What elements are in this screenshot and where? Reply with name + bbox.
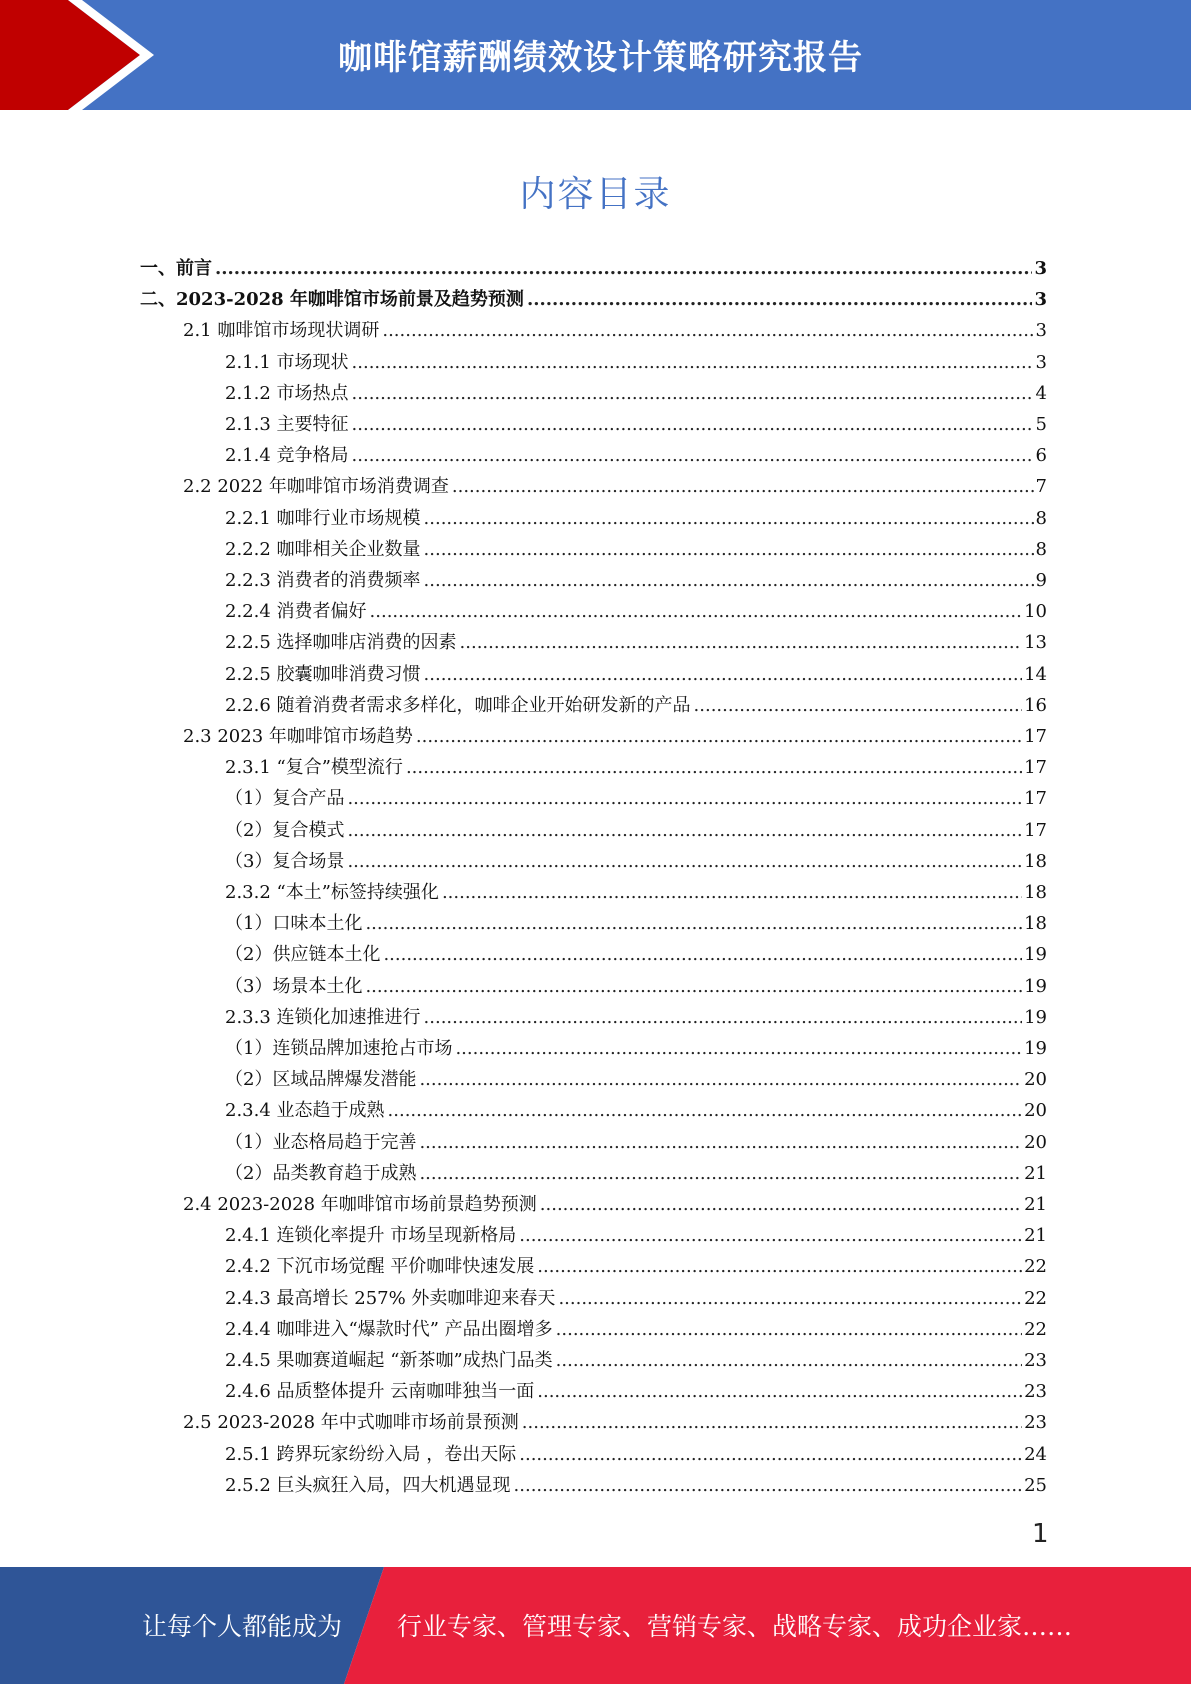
toc-entry-page: 17 (1024, 788, 1047, 810)
toc-leader-dots (424, 659, 1023, 690)
toc-entry-page: 20 (1024, 1100, 1047, 1122)
toc-entry-page: 20 (1024, 1131, 1047, 1153)
toc-entry-page: 23 (1024, 1412, 1047, 1434)
toc-entry-label: 二、2023-2028 年咖啡馆市场前景及趋势预测 (140, 289, 524, 311)
toc-entry-label: 2.5.2 巨头疯狂入局，四大机遇显现 (225, 1474, 511, 1496)
toc-entry-page: 19 (1024, 1006, 1047, 1028)
toc-entry-page: 3 (1034, 258, 1047, 279)
toc-leader-dots (352, 378, 1034, 409)
toc-entry[interactable] (225, 627, 1047, 658)
toc-leader-dots (347, 783, 1022, 814)
toc-entry[interactable] (225, 659, 1047, 690)
report-title: 咖啡馆薪酬绩效设计策略研究报告 (338, 38, 863, 78)
toc-entry-label: 2.3.1 “复合”模型流行 (225, 757, 403, 779)
toc-entry-label: 2.2.5 选择咖啡店消费的因素 (225, 632, 457, 654)
toc-entry-label: （1）业态格局趋于完善 (225, 1131, 417, 1153)
toc-entry[interactable] (183, 1407, 1047, 1438)
toc-entry-page: 10 (1024, 601, 1047, 623)
toc-entry[interactable] (140, 284, 1047, 315)
toc-entry-page: 3 (1035, 351, 1047, 373)
toc-entry-page: 6 (1035, 445, 1047, 467)
toc-entry[interactable] (225, 877, 1047, 908)
toc-entry[interactable] (225, 1314, 1047, 1345)
toc-leader-dots (424, 565, 1034, 596)
toc-entry-label: 2.2.1 咖啡行业市场规模 (225, 507, 421, 529)
toc-entry-label: 2.2.2 咖啡相关企业数量 (225, 538, 421, 560)
toc-entry-label: 2.2.3 消费者的消费频率 (225, 570, 421, 591)
toc-entry[interactable] (225, 815, 1047, 846)
toc-entry[interactable] (225, 347, 1047, 378)
toc-entry-page: 13 (1024, 632, 1047, 654)
toc-leader-dots (556, 1314, 1022, 1345)
toc-entry-label: （2）区域品牌爆发潜能 (225, 1069, 417, 1091)
toc-entry[interactable] (225, 378, 1047, 409)
toc-entry-label: 2.3.4 业态趋于成熟 (225, 1100, 385, 1122)
toc-entry-page: 21 (1024, 1162, 1047, 1184)
toc-entry-label: 2.3.3 连锁化加速推进行 (225, 1006, 421, 1028)
toc-entry-label: 2.4.1 连锁化率提升 市场呈现新格局 (225, 1225, 517, 1247)
toc-entry[interactable] (225, 690, 1047, 721)
toc-entry[interactable] (183, 471, 1047, 502)
toc-entry[interactable] (225, 1439, 1047, 1470)
toc-entry[interactable] (225, 1095, 1047, 1126)
toc-entry-page: 21 (1024, 1225, 1047, 1247)
toc-entry[interactable] (183, 315, 1047, 346)
toc-entry-page: 16 (1024, 694, 1047, 716)
toc-entry-label: 2.2 2022 年咖啡馆市场消费调查 (183, 476, 449, 498)
toc-entry-label: 2.2.6 随着消费者需求多样化，咖啡企业开始研发新的产品 (225, 694, 691, 716)
toc-entry-label: （1）复合产品 (225, 788, 345, 810)
toc-entry[interactable] (225, 971, 1047, 1002)
toc-entry[interactable] (225, 1470, 1047, 1501)
toc-entry[interactable] (225, 1127, 1047, 1158)
toc-leader-dots (215, 253, 1032, 284)
toc-entry-label: 2.1.3 主要特征 (225, 414, 349, 435)
toc-entry-page: 3 (1035, 320, 1047, 342)
toc-entry[interactable] (225, 440, 1047, 471)
toc-entry-page: 25 (1024, 1474, 1047, 1496)
toc-entry-label: （2）品类教育趋于成熟 (225, 1162, 417, 1184)
toc-entry[interactable] (225, 752, 1047, 783)
toc-entry-label: 2.1.1 市场现状 (225, 351, 349, 373)
toc-entry[interactable] (225, 939, 1047, 970)
toc-entry[interactable] (225, 1002, 1047, 1033)
toc-leader-dots (347, 815, 1022, 846)
toc-entry-page: 22 (1024, 1318, 1047, 1340)
toc-leader-dots (455, 1033, 1022, 1064)
toc-entry-label: 2.2.4 消费者偏好 (225, 601, 367, 623)
toc-entry-page: 23 (1024, 1350, 1047, 1371)
toc-entry[interactable] (225, 596, 1047, 627)
toc-entry-label: 2.4.6 品质整体提升 云南咖啡独当一面 (225, 1381, 535, 1403)
toc-heading: 内容目录 (519, 174, 672, 215)
toc-entry-label: 一、前言 (140, 258, 212, 279)
toc-leader-dots (365, 971, 1022, 1002)
toc-leader-dots (556, 1345, 1022, 1376)
toc-entry[interactable] (225, 1033, 1047, 1064)
toc-entry[interactable] (225, 534, 1047, 565)
toc-leader-dots (519, 1439, 1022, 1470)
toc-entry-page: 19 (1024, 975, 1047, 997)
toc-entry[interactable] (225, 846, 1047, 877)
toc-entry[interactable] (225, 503, 1047, 534)
toc-entry[interactable] (225, 1251, 1047, 1282)
page-number: 1 (1032, 1519, 1049, 1549)
toc-entry-page: 23 (1024, 1381, 1047, 1403)
toc-leader-dots (388, 1095, 1023, 1126)
toc-entry[interactable] (225, 1283, 1047, 1314)
toc-entry-label: （3）复合场景 (225, 850, 345, 872)
toc-entry-page: 17 (1024, 757, 1047, 779)
toc-entry-label: 2.4.4 咖啡进入“爆款时代” 产品出圈增多 (225, 1318, 553, 1340)
toc-leader-dots (352, 347, 1034, 378)
toc-entry-page: 18 (1024, 850, 1047, 872)
toc-entry-page: 14 (1024, 663, 1047, 685)
toc-entry-label: 2.4.5 果咖赛道崛起 “新茶咖”成热门品类 (225, 1350, 553, 1371)
toc-leader-dots (522, 1407, 1022, 1438)
toc-leader-dots (694, 690, 1023, 721)
toc-entry-label: （1）口味本土化 (225, 913, 363, 935)
toc-entry[interactable] (183, 721, 1047, 752)
toc-entry-label: （2）复合模式 (225, 819, 345, 841)
toc-entry[interactable] (225, 1064, 1047, 1095)
toc-entry-label: 2.1.2 市场热点 (225, 382, 349, 404)
toc-leader-dots (347, 846, 1022, 877)
toc-leader-dots (365, 908, 1022, 939)
toc-entry-page: 4 (1035, 382, 1047, 404)
toc-leader-dots (352, 409, 1034, 440)
toc-entry-page: 17 (1024, 726, 1047, 747)
toc-entry-page: 24 (1024, 1443, 1047, 1465)
header-banner (0, 0, 1191, 110)
toc-entry-page: 17 (1024, 819, 1047, 841)
toc-leader-dots (383, 939, 1022, 970)
toc-leader-dots (370, 596, 1023, 627)
toc-entry-label: 2.1 咖啡馆市场现状调研 (183, 320, 380, 342)
toc-leader-dots (540, 1189, 1022, 1220)
toc-entry[interactable] (225, 783, 1047, 814)
toc-entry[interactable] (225, 1376, 1047, 1407)
toc-leader-dots (452, 471, 1034, 502)
toc-leader-dots (419, 1127, 1022, 1158)
footer-banner (0, 1567, 1191, 1684)
toc-leader-dots (416, 721, 1022, 752)
toc-entry-label: 2.5 2023-2028 年中式咖啡市场前景预测 (183, 1412, 519, 1434)
toc-entry-label: 2.1.4 竞争格局 (225, 445, 349, 467)
toc-leader-dots (424, 1002, 1023, 1033)
toc-entry-label: 2.4 2023-2028 年咖啡馆市场前景趋势预测 (183, 1194, 537, 1215)
toc-entry-page: 3 (1034, 289, 1047, 311)
toc-entry[interactable] (140, 253, 1047, 284)
toc-entry-label: 2.3.2 “本土”标签持续强化 (225, 882, 439, 903)
toc-leader-dots (419, 1064, 1022, 1095)
toc-entry[interactable] (225, 908, 1047, 939)
toc-entry-label: 2.4.3 最高增长 257% 外卖咖啡迎来春天 (225, 1287, 556, 1309)
toc-leader-dots (382, 315, 1033, 346)
toc-entry-label: （2）供应链本土化 (225, 944, 381, 966)
toc-entry-page: 19 (1024, 1038, 1047, 1059)
toc-entry[interactable] (225, 1220, 1047, 1251)
footer-slogan-left: 让每个人都能成为 (142, 1612, 343, 1641)
toc-entry[interactable] (225, 409, 1047, 440)
toc-leader-dots (406, 752, 1022, 783)
toc-entry[interactable] (225, 1345, 1047, 1376)
toc-entry-page: 18 (1024, 882, 1047, 903)
toc-entry-page: 22 (1024, 1256, 1047, 1278)
toc-leader-dots (460, 627, 1023, 658)
toc-leader-dots (537, 1251, 1022, 1282)
toc-entry-label: 2.3 2023 年咖啡馆市场趋势 (183, 726, 413, 747)
toc-entry-page: 8 (1035, 507, 1047, 529)
toc-leader-dots (424, 503, 1034, 534)
toc-entry-page: 19 (1024, 944, 1047, 966)
toc-entry-label: 2.5.1 跨界玩家纷纷入局 ，卷出天际 (225, 1443, 517, 1465)
toc-entry-page: 18 (1024, 913, 1047, 935)
toc-entry[interactable] (225, 1158, 1047, 1189)
toc-leader-dots (514, 1470, 1023, 1501)
toc-entry-page: 21 (1024, 1194, 1047, 1215)
toc-leader-dots (527, 284, 1033, 315)
toc-leader-dots (419, 1158, 1022, 1189)
toc-leader-dots (558, 1283, 1022, 1314)
toc-entry-label: 2.2.5 胶囊咖啡消费习惯 (225, 663, 421, 685)
toc-leader-dots (442, 877, 1022, 908)
toc-entry[interactable] (225, 565, 1047, 596)
toc-leader-dots (537, 1376, 1022, 1407)
toc-leader-dots (424, 534, 1034, 565)
toc-entry-page: 5 (1035, 414, 1047, 435)
toc-leader-dots (519, 1220, 1022, 1251)
toc-entry-page: 9 (1035, 570, 1047, 591)
toc-entry-page: 7 (1035, 476, 1047, 498)
toc-entry-page: 8 (1035, 538, 1047, 560)
toc-entry-page: 22 (1024, 1287, 1047, 1309)
footer-slogan-right: 行业专家、管理专家、营销专家、战略专家、成功企业家…… (397, 1612, 1073, 1641)
toc-entry-label: （3）场景本土化 (225, 975, 363, 997)
toc-leader-dots (352, 440, 1034, 471)
toc-entry-label: （1）连锁品牌加速抢占市场 (225, 1038, 453, 1059)
toc-entry[interactable] (183, 1189, 1047, 1220)
toc-entry-page: 20 (1024, 1069, 1047, 1091)
toc-entry-label: 2.4.2 下沉市场觉醒 平价咖啡快速发展 (225, 1256, 535, 1278)
